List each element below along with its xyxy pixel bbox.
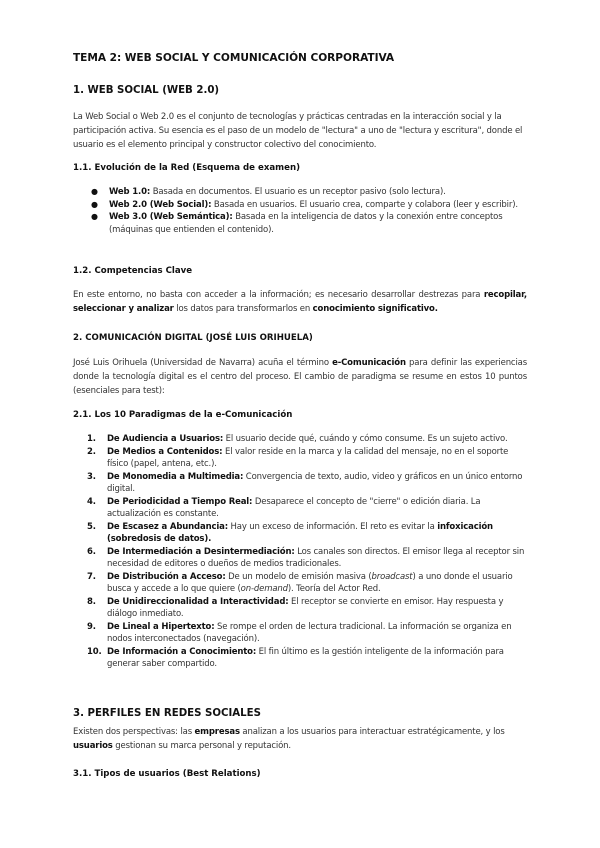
section-1-intro: La Web Social o Web 2.0 es el conjunto de tecnologías y prácticas centradas en la interacción social y la participación activa. Su esencia es el paso de un modelo de "lectura" a uno de "lectura y escritura", donde el usuario es el elemento principal y constructor colectivo del conocimiento. [73,112,523,150]
list-item: 3. De Monomedia a Multimedia: Convergencia de texto, audio, video y gráficos en un único entorno digital. [87,471,523,494]
bullet-icon: ● [91,187,98,196]
subsection-1-1-heading: 1.1. Evolución de la Red (Esquema de examen) [73,163,301,173]
list-item: 5. De Escasez a Abundancia: Hay un exceso de información. El reto es evitar la infoxicación (sobredosis de datos). [87,521,493,544]
section-3-intro: Existen dos perspectivas: las empresas analizan a los usuarios para interactuar estratégicamente, y los usuarios gestionan su marca personal y reputación. [73,727,505,751]
list-item: 4. De Periodicidad a Tiempo Real: Desaparece el concepto de "cierre" o edición diaria. La actualización es constante. [87,496,481,519]
list-item: 9. De Lineal a Hipertexto: Se rompe el orden de lectura tradicional. La información se organiza en nodos interconectados (navegación). [87,621,512,644]
document-title: TEMA 2: WEB SOCIAL Y COMUNICACIÓN CORPORATIVA [73,52,395,64]
list-item: 2. De Medios a Contenidos: El valor reside en la marca y la calidad del mensaje, no en el soporte físico (papel, antena, etc.). [87,446,509,469]
bullet-icon: ● [91,199,98,209]
list-item: 7. De Distribución a Acceso: De un modelo de emisión masiva (broadcast) a uno donde el usuario busca y accede a lo que quiere (on-demand). Teoría del Actor Red. [87,571,513,594]
list-item: ● Web 2.0 (Web Social): Basada en usuarios. El usuario crea, comparte y colabora (leer y escribir). [91,199,518,210]
list-item: 10. De Información a Conocimiento: El fin último es la gestión inteligente de la información para generar saber compartido. [87,646,504,669]
list-item: ● Web 3.0 (Web Semántica): Basada en la inteligencia de datos y la conexión entre conceptos (máquinas que entienden el contenido). [91,212,503,235]
competencias-paragraph: En este entorno, no basta con acceder a la información; es necesario desarrollar destrezas para recopilar, seleccionar y analizar los datos para transformarlos en conocimiento significativo. [73,290,527,314]
subsection-3-1-heading: 3.1. Tipos de usuarios (Best Relations) [73,769,261,779]
list-item: 1. De Audiencia a Usuarios: El usuario decide qué, cuándo y cómo consume. Es un sujeto activo. [87,434,508,444]
list-item: 8. De Unidireccionalidad a Interactividad: El receptor se convierte en emisor. Hay respuesta y diálogo inmediato. [87,596,504,619]
section-2-intro: José Luis Orihuela (Universidad de Navarra) acuña el término e-Comunicación para definir las experiencias donde la tecnología digital es el centro del proceso. El cambio de paradigma se resume en estos 10 puntos (esenciales para test): [73,358,527,396]
section-1-heading: 1. WEB SOCIAL (WEB 2.0) [73,85,220,96]
subsection-2-1-heading: 2.1. Los 10 Paradigmas de la e-Comunicación [73,410,293,420]
section-2-heading: 2. COMUNICACIÓN DIGITAL (JOSÉ LUIS ORIHUELA) [73,333,313,343]
bullet-icon: ● [91,212,98,221]
subsection-1-2-heading: 1.2. Competencias Clave [73,266,193,276]
section-3-heading: 3. PERFILES EN REDES SOCIALES [73,708,261,719]
list-item: 6. De Intermediación a Desintermediación: Los canales son directos. El emisor llega al receptor sin necesidad de editores o dueños de medios tradicionales. [87,546,525,569]
list-item: ● Web 1.0: Basada en documentos. El usuario es un receptor pasivo (solo lectura). [91,187,446,197]
paradigms-list [73,433,527,671]
web-evolution-list [73,186,527,236]
